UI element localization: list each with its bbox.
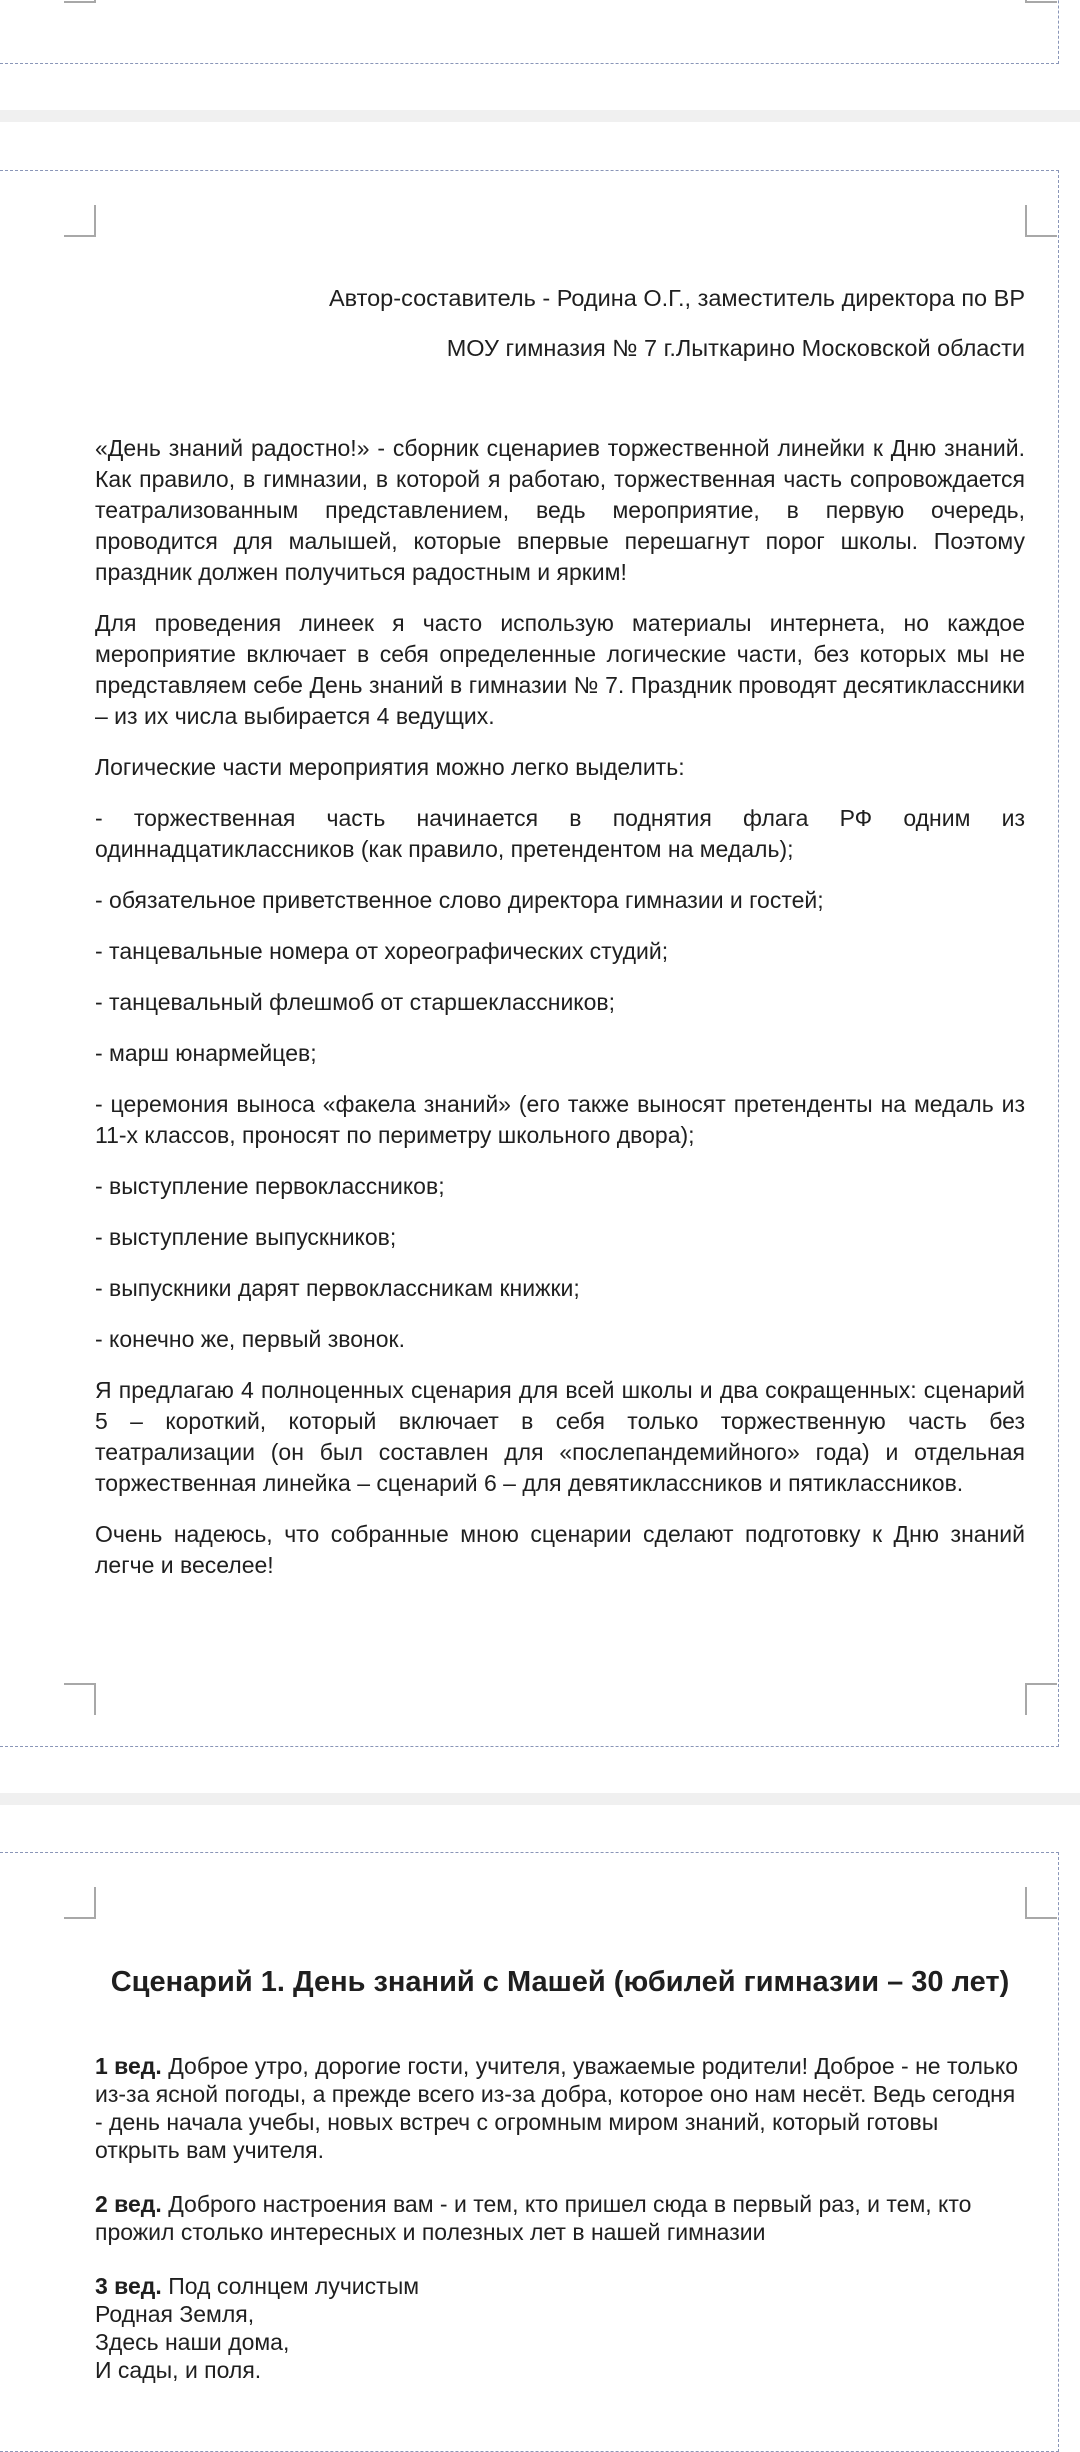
list-item: - конечно же, первый звонок. — [95, 1326, 405, 1352]
speaker-label: 1 вед. — [95, 2053, 162, 2079]
author-line: Автор-составитель - Родина О.Г., заместитель директора по ВР — [328, 285, 1025, 311]
document-page-1 — [0, 0, 1059, 64]
paragraph: «День знаний радостно!» - сборник сценариев торжественной линейки к Дню знаний. Как правило, в гимназии, в которой я работаю, торжественная часть сопровождается театрализованным представлением, ведь мероприятие, в первую очередь, проводится для малышей, которые впервые перешагнут порог школы. Поэтому праздник должен получиться радостным и ярким! — [95, 435, 1025, 585]
page-margin-corner — [64, 0, 96, 3]
speaker-line — [95, 2052, 1025, 2164]
page-2-text — [95, 283, 1025, 1601]
page-margin-corner — [1025, 205, 1057, 237]
page-margin-corner — [64, 205, 96, 237]
speaker-line — [95, 2190, 1025, 2246]
paragraph: Я предлагаю 4 полноценных сценария для всей школы и два сокращенных: сценарий 5 – короткий, который включает в себя только торжественную часть без театрализации (он был составлен для «послепандемийного» года) и отдельная торжественная линейка – сценарий 6 – для девятиклассников и пятиклассников. — [95, 1377, 1025, 1496]
list-item: - церемония выноса «факела знаний» (его также выносят претенденты на медаль из 11-х классов, проносят по периметру школьного двора); — [95, 1091, 1025, 1148]
list-item: - танцевальный флешмоб от старшеклассников; — [95, 989, 616, 1015]
speaker-text: Доброе утро, дорогие гости, учителя, уважаемые родители! Доброе - не только из-за ясной погоды, а прежде всего из-за добра, которое оно нам несёт. Ведь сегодня - день начала учебы, новых встреч с огромным миром знаний, который готовы открыть вам учителя. — [95, 2053, 1019, 2163]
list-item: - марш юнармейцев; — [95, 1040, 317, 1066]
verse-line: И сады, и поля. — [95, 2357, 262, 2383]
verse-line: Здесь наши дома, — [95, 2329, 290, 2355]
page-separator — [0, 1793, 1080, 1805]
list-item: - выступление выпускников; — [95, 1224, 397, 1250]
page-margin-corner — [1025, 1683, 1057, 1715]
list-item: - танцевальные номера от хореографических студий; — [95, 938, 669, 964]
scenario-title: Сценарий 1. День знаний с Машей (юбилей гимназии – 30 лет) — [110, 1966, 1010, 1998]
list-item: - выпускники дарят первоклассникам книжки; — [95, 1275, 580, 1301]
speaker-label: 3 вед. — [95, 2273, 162, 2299]
page-margin-corner — [1025, 1887, 1057, 1919]
page-margin-corner — [64, 1683, 96, 1715]
list-item: - торжественная часть начинается в поднятия флага РФ одним из одиннадцатиклассников (как правило, претендентом на медаль); — [95, 805, 1025, 862]
speaker-label: 2 вед. — [95, 2191, 162, 2217]
speaker-line — [95, 2272, 1025, 2384]
paragraph: Для проведения линеек я часто использую материалы интернета, но каждое мероприятие включает в себя определенные логические части, без которых мы не представляем себе День знаний в гимназии № 7. Праздник проводят десятиклассники – из их числа выбирается 4 ведущих. — [95, 610, 1025, 729]
verse-text: Под солнцем лучистым — [161, 2273, 420, 2299]
list-item: - обязательное приветственное слово директора гимназии и гостей; — [95, 887, 824, 913]
page-margin-corner — [1025, 0, 1057, 3]
paragraph: Логические части мероприятия можно легко выделить: — [95, 754, 685, 780]
speaker-text: Доброго настроения вам - и тем, кто пришел сюда в первый раз, и тем, кто прожил столько интересных и полезных лет в нашей гимназии — [95, 2191, 972, 2245]
page-separator — [0, 110, 1080, 122]
paragraph: Очень надеюсь, что собранные мною сценарии сделают подготовку к Дню знаний легче и веселее! — [95, 1521, 1025, 1578]
school-line: МОУ гимназия № 7 г.Лыткарино Московской области — [446, 335, 1025, 361]
page-3-text — [95, 1964, 1025, 2410]
verse-line — [95, 2272, 1025, 2300]
verse-line: Родная Земля, — [95, 2301, 255, 2327]
list-item: - выступление первоклассников; — [95, 1173, 445, 1199]
page-margin-corner — [64, 1887, 96, 1919]
